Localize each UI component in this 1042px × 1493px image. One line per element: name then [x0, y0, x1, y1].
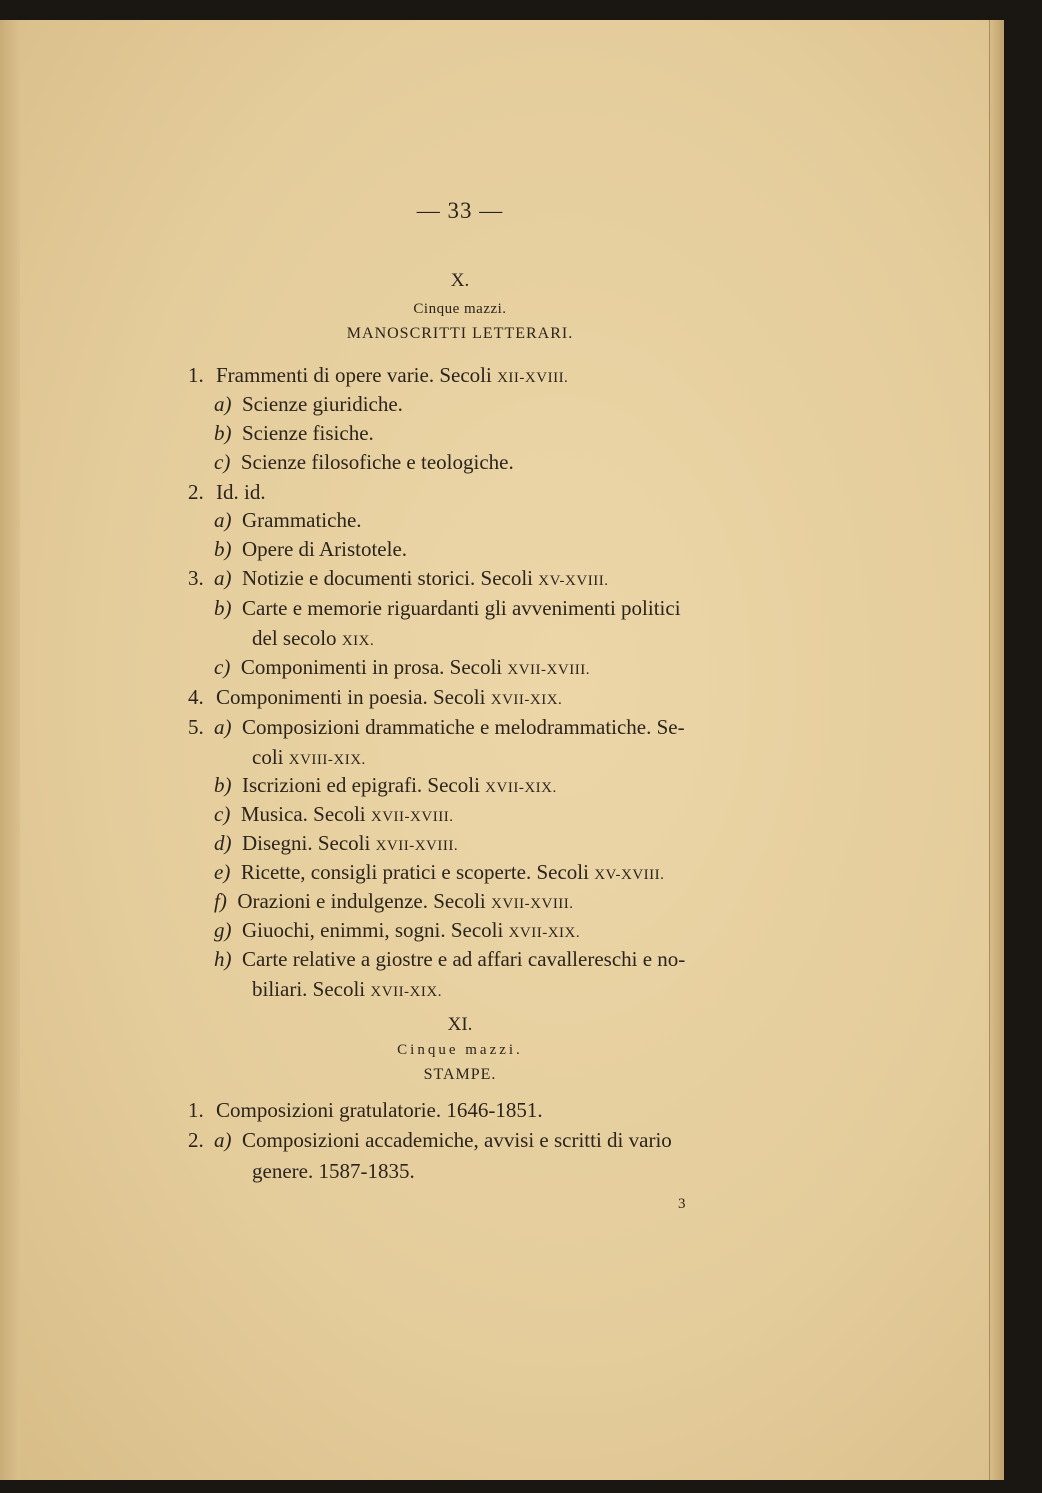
section-xi-numeral: XI.: [447, 1014, 473, 1035]
item-century-range: XV-XVIII.: [538, 573, 609, 589]
list-item: [214, 947, 685, 972]
item-number: 2.: [188, 1128, 204, 1152]
item-letter: b): [214, 421, 232, 445]
item-text: Orazioni e indulgenze. Secoli: [237, 889, 491, 913]
item-number: 2.: [188, 480, 204, 504]
item-text: Frammenti di opere varie. Secoli: [216, 363, 498, 387]
item-century-range: XVIII-XIX.: [288, 752, 366, 768]
item-century-range: XVII-XVIII.: [491, 896, 574, 912]
list-item: [214, 831, 458, 856]
item-number: 1.: [188, 363, 204, 387]
list-item: [252, 977, 442, 1002]
signature-mark: 3: [678, 1196, 686, 1212]
list-item: [252, 1159, 415, 1184]
list-item: [188, 566, 608, 591]
item-letter: c): [214, 802, 231, 826]
item-text: Componimenti in poesia. Secoli: [216, 685, 491, 709]
item-letter: h): [214, 947, 232, 971]
item-letter: a): [214, 566, 232, 590]
page-surface: [20, 20, 1004, 1480]
item-letter: b): [214, 773, 232, 797]
item-number: 1.: [188, 1098, 204, 1122]
item-letter: a): [214, 392, 232, 416]
item-text: Componimenti in prosa. Secoli: [240, 655, 508, 679]
list-item: [252, 745, 366, 770]
list-item: [188, 1098, 543, 1123]
list-item: [214, 860, 664, 885]
item-text: Opere di Aristotele.: [242, 537, 408, 561]
item-text: Scienze giuridiche.: [242, 392, 403, 416]
list-item: [214, 508, 362, 533]
item-text: Carte relative a giostre e ad affari cavallereschi e no-: [242, 947, 686, 971]
item-letter: b): [214, 596, 232, 620]
item-number: 4.: [188, 685, 204, 709]
item-century-range: XIX.: [341, 633, 375, 649]
list-item: [214, 392, 403, 417]
item-century-range: XVII-XVIII.: [370, 809, 454, 825]
list-item: [214, 596, 681, 621]
list-item: [214, 802, 453, 827]
item-letter: a): [214, 1128, 232, 1152]
item-text: Id. id.: [216, 480, 266, 504]
list-item: [214, 773, 557, 798]
item-text: Disegni. Secoli: [242, 831, 376, 855]
list-item: [188, 1128, 672, 1153]
list-item: [214, 655, 590, 680]
item-letter: b): [214, 537, 232, 561]
item-century-range: XVII-XIX.: [485, 780, 557, 796]
page-header: — 33 —: [416, 198, 504, 223]
item-letter: a): [214, 508, 232, 532]
list-item: [188, 480, 266, 505]
item-century-range: XVII-XIX.: [370, 984, 442, 1000]
item-century-range: XVII-XIX.: [490, 692, 563, 708]
section-xi-subtitle: Cinque mazzi.: [397, 1042, 523, 1058]
item-century-range: XVII-XIX.: [508, 925, 581, 941]
page-edge-right: [989, 20, 1004, 1480]
item-text: Musica. Secoli: [240, 802, 371, 826]
item-number: 3.: [188, 566, 204, 590]
item-text: Iscrizioni ed epigrafi. Secoli: [242, 773, 486, 797]
list-item: [252, 626, 374, 651]
section-xi-title: STAMPE.: [423, 1066, 497, 1083]
item-text: Scienze fisiche.: [242, 421, 374, 445]
item-text: del secolo: [252, 626, 342, 650]
item-text: Scienze filosofiche e teologiche.: [240, 450, 514, 474]
list-item: [214, 918, 580, 943]
item-number: 5.: [188, 715, 204, 739]
list-item: [214, 421, 374, 446]
section-x-numeral: X.: [450, 270, 470, 291]
item-text: genere. 1587-1835.: [252, 1159, 415, 1183]
section-x-title: MANOSCRITTI LETTERARI.: [346, 325, 574, 342]
item-text: Grammatiche.: [242, 508, 362, 532]
item-letter: a): [214, 715, 232, 739]
list-item: [188, 715, 685, 740]
item-text: coli: [252, 745, 289, 769]
item-letter: f): [214, 889, 227, 913]
list-item: [188, 363, 568, 388]
section-x-subtitle: Cinque mazzi.: [413, 301, 507, 317]
item-letter: c): [214, 655, 231, 679]
item-letter: e): [214, 860, 231, 884]
item-letter: d): [214, 831, 232, 855]
item-text: Notizie e documenti storici. Secoli: [242, 566, 539, 590]
item-text: Giuochi, enimmi, sogni. Secoli: [242, 918, 509, 942]
item-century-range: XVII-XVIII.: [507, 662, 590, 678]
item-letter: g): [214, 918, 232, 942]
list-item: [214, 450, 514, 475]
list-item: [214, 537, 407, 562]
item-text: Composizioni gratulatorie. 1646-1851.: [216, 1098, 543, 1122]
item-text: biliari. Secoli: [252, 977, 371, 1001]
item-text: Composizioni drammatiche e melodrammatiche. Se-: [242, 715, 685, 739]
item-letter: c): [214, 450, 231, 474]
item-text: Carte e memorie riguardanti gli avvenimenti politici: [242, 596, 681, 620]
item-text: Composizioni accademiche, avvisi e scritti di vario: [242, 1128, 672, 1152]
item-century-range: XV-XVIII.: [594, 867, 665, 883]
item-century-range: XII-XVIII.: [497, 370, 569, 386]
list-item: [214, 889, 574, 914]
list-item: [188, 685, 562, 710]
item-text: Ricette, consigli pratici e scoperte. Secoli: [240, 860, 595, 884]
item-century-range: XVII-XVIII.: [375, 838, 459, 854]
